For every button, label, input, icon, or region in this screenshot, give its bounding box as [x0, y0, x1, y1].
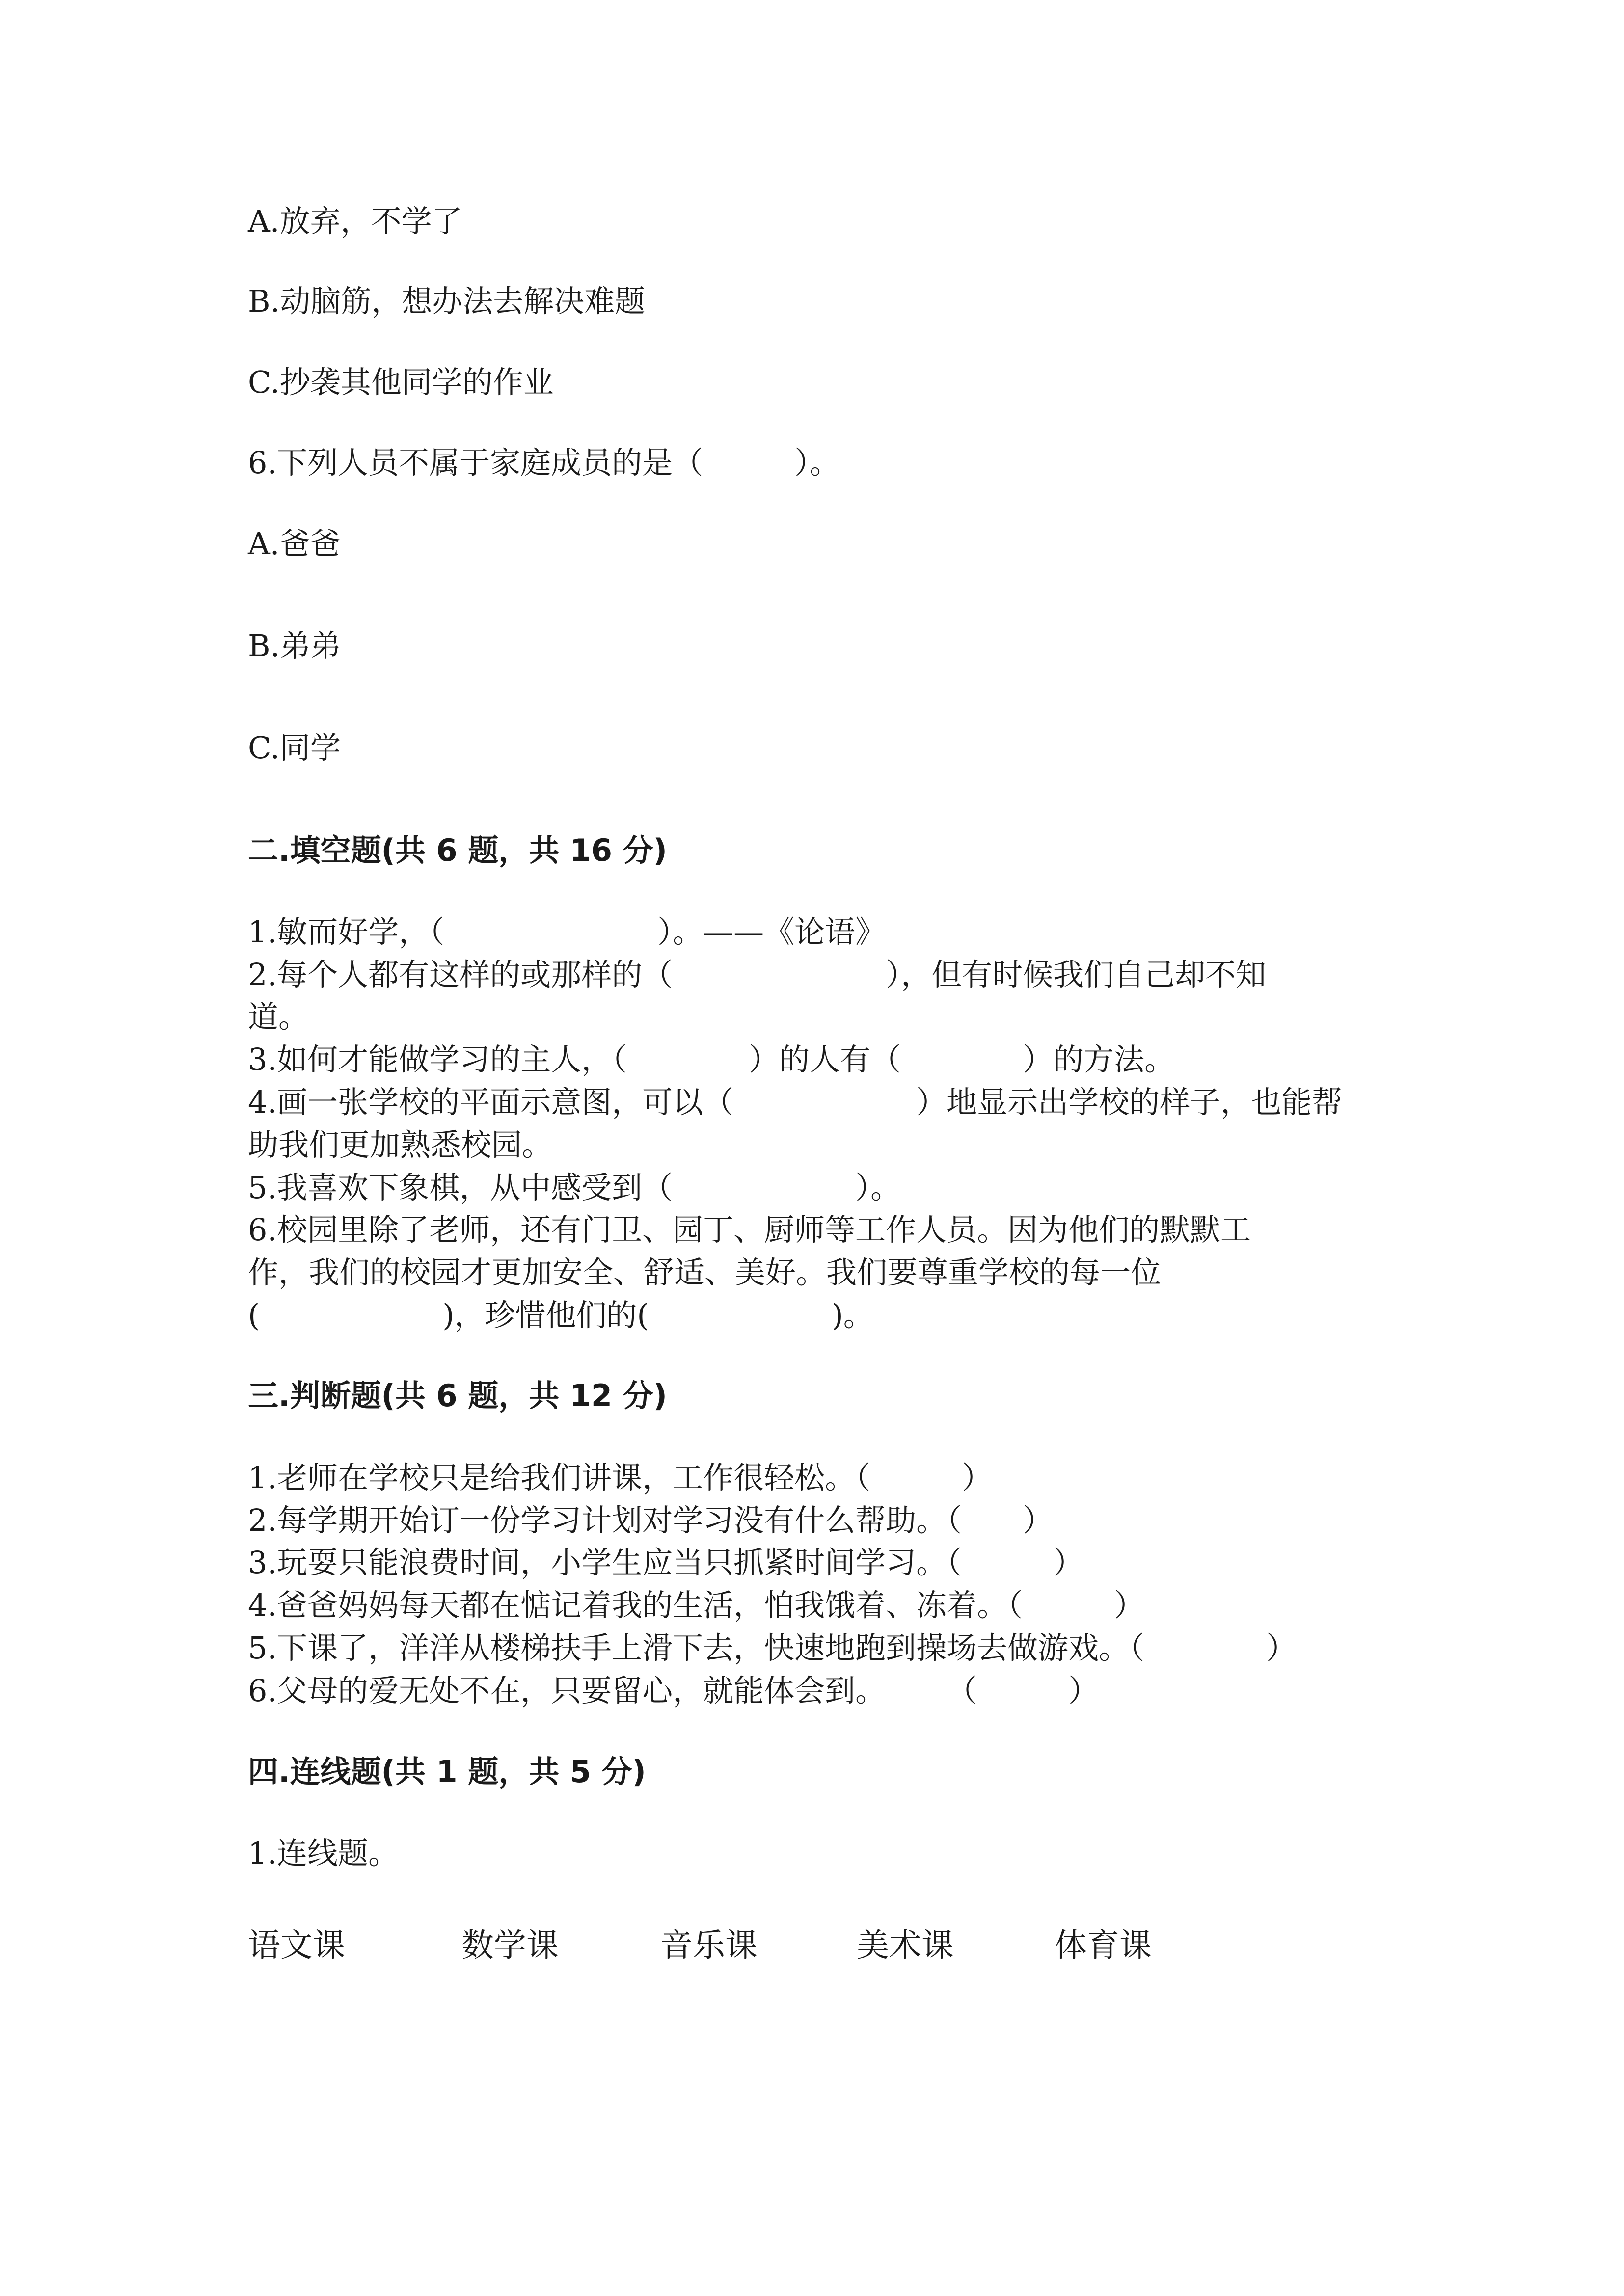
section2-line-4: 3.如何才能做学习的主人，（ ）的人有（ ）的方法。: [248, 1041, 1175, 1077]
section3-line-5: 5.下课了，洋洋从楼梯扶手上滑下去，快速地跑到操场去做游戏。（ ）: [248, 1630, 1297, 1666]
section2-line-2: 2.每个人都有这样的或那样的（ ），但有时候我们自己却不知: [248, 957, 1267, 992]
section2-line-10: ( )，珍惜他们的( )。: [248, 1297, 874, 1333]
section3-line-6: 6.父母的爱无处不在，只要留心，就能体会到。 （ ）: [248, 1673, 1099, 1709]
section3-line-2: 2.每学期开始订一份学习计划对学习没有什么帮助。（ ）: [248, 1502, 1054, 1538]
subject-pe: 体育课: [1055, 1926, 1152, 1964]
q6-option-a: A.爸爸: [248, 526, 341, 561]
section3-title: 三.判断题(共 6 题，共 12 分): [248, 1378, 667, 1414]
section2-line-8: 6.校园里除了老师，还有门卫、园丁、厨师等工作人员。因为他们的默默工: [248, 1212, 1251, 1248]
subject-chinese: 语文课: [248, 1926, 345, 1964]
q6-stem: 6.下列人员不属于家庭成员的是（ ）。: [248, 445, 840, 481]
section2-line-6: 助我们更加熟悉校园。: [248, 1127, 553, 1163]
section4-title: 四.连线题(共 1 题，共 5 分): [248, 1754, 646, 1789]
q5-option-a: A.放弃，不学了: [248, 203, 462, 239]
section2-line-5: 4.画一张学校的平面示意图，可以（ ）地显示出学校的样子，也能帮: [248, 1084, 1343, 1120]
section2-line-3: 道。: [248, 999, 309, 1035]
section2-line-1: 1.敏而好学，（ ）。——《论语》: [248, 914, 886, 950]
q5-option-c: C.抄袭其他同学的作业: [248, 364, 554, 400]
section2-line-7: 5.我喜欢下象棋，从中感受到（ ）。: [248, 1170, 901, 1205]
subject-music: 音乐课: [660, 1926, 758, 1964]
section2-title: 二.填空题(共 6 题，共 16 分): [248, 832, 667, 868]
section3-line-3: 3.玩耍只能浪费时间，小学生应当只抓紧时间学习。（ ）: [248, 1545, 1084, 1580]
section2-line-9: 作，我们的校园才更加安全、舒适、美好。我们要尊重学校的每一位: [248, 1255, 1162, 1290]
q6-option-c: C.同学: [248, 730, 341, 766]
q5-option-b: B.动脑筋，想办法去解决难题: [248, 283, 646, 319]
subject-art: 美术课: [857, 1926, 954, 1964]
section4-question: 1.连线题。: [248, 1835, 399, 1871]
section3-line-4: 4.爸爸妈妈每天都在惦记着我的生活，怕我饿着、冻着。（ ）: [248, 1587, 1145, 1623]
q6-option-b: B.弟弟: [248, 628, 341, 664]
section3-line-1: 1.老师在学校只是给我们讲课，工作很轻松。（ ）: [248, 1460, 993, 1495]
subject-math: 数学课: [461, 1926, 559, 1964]
